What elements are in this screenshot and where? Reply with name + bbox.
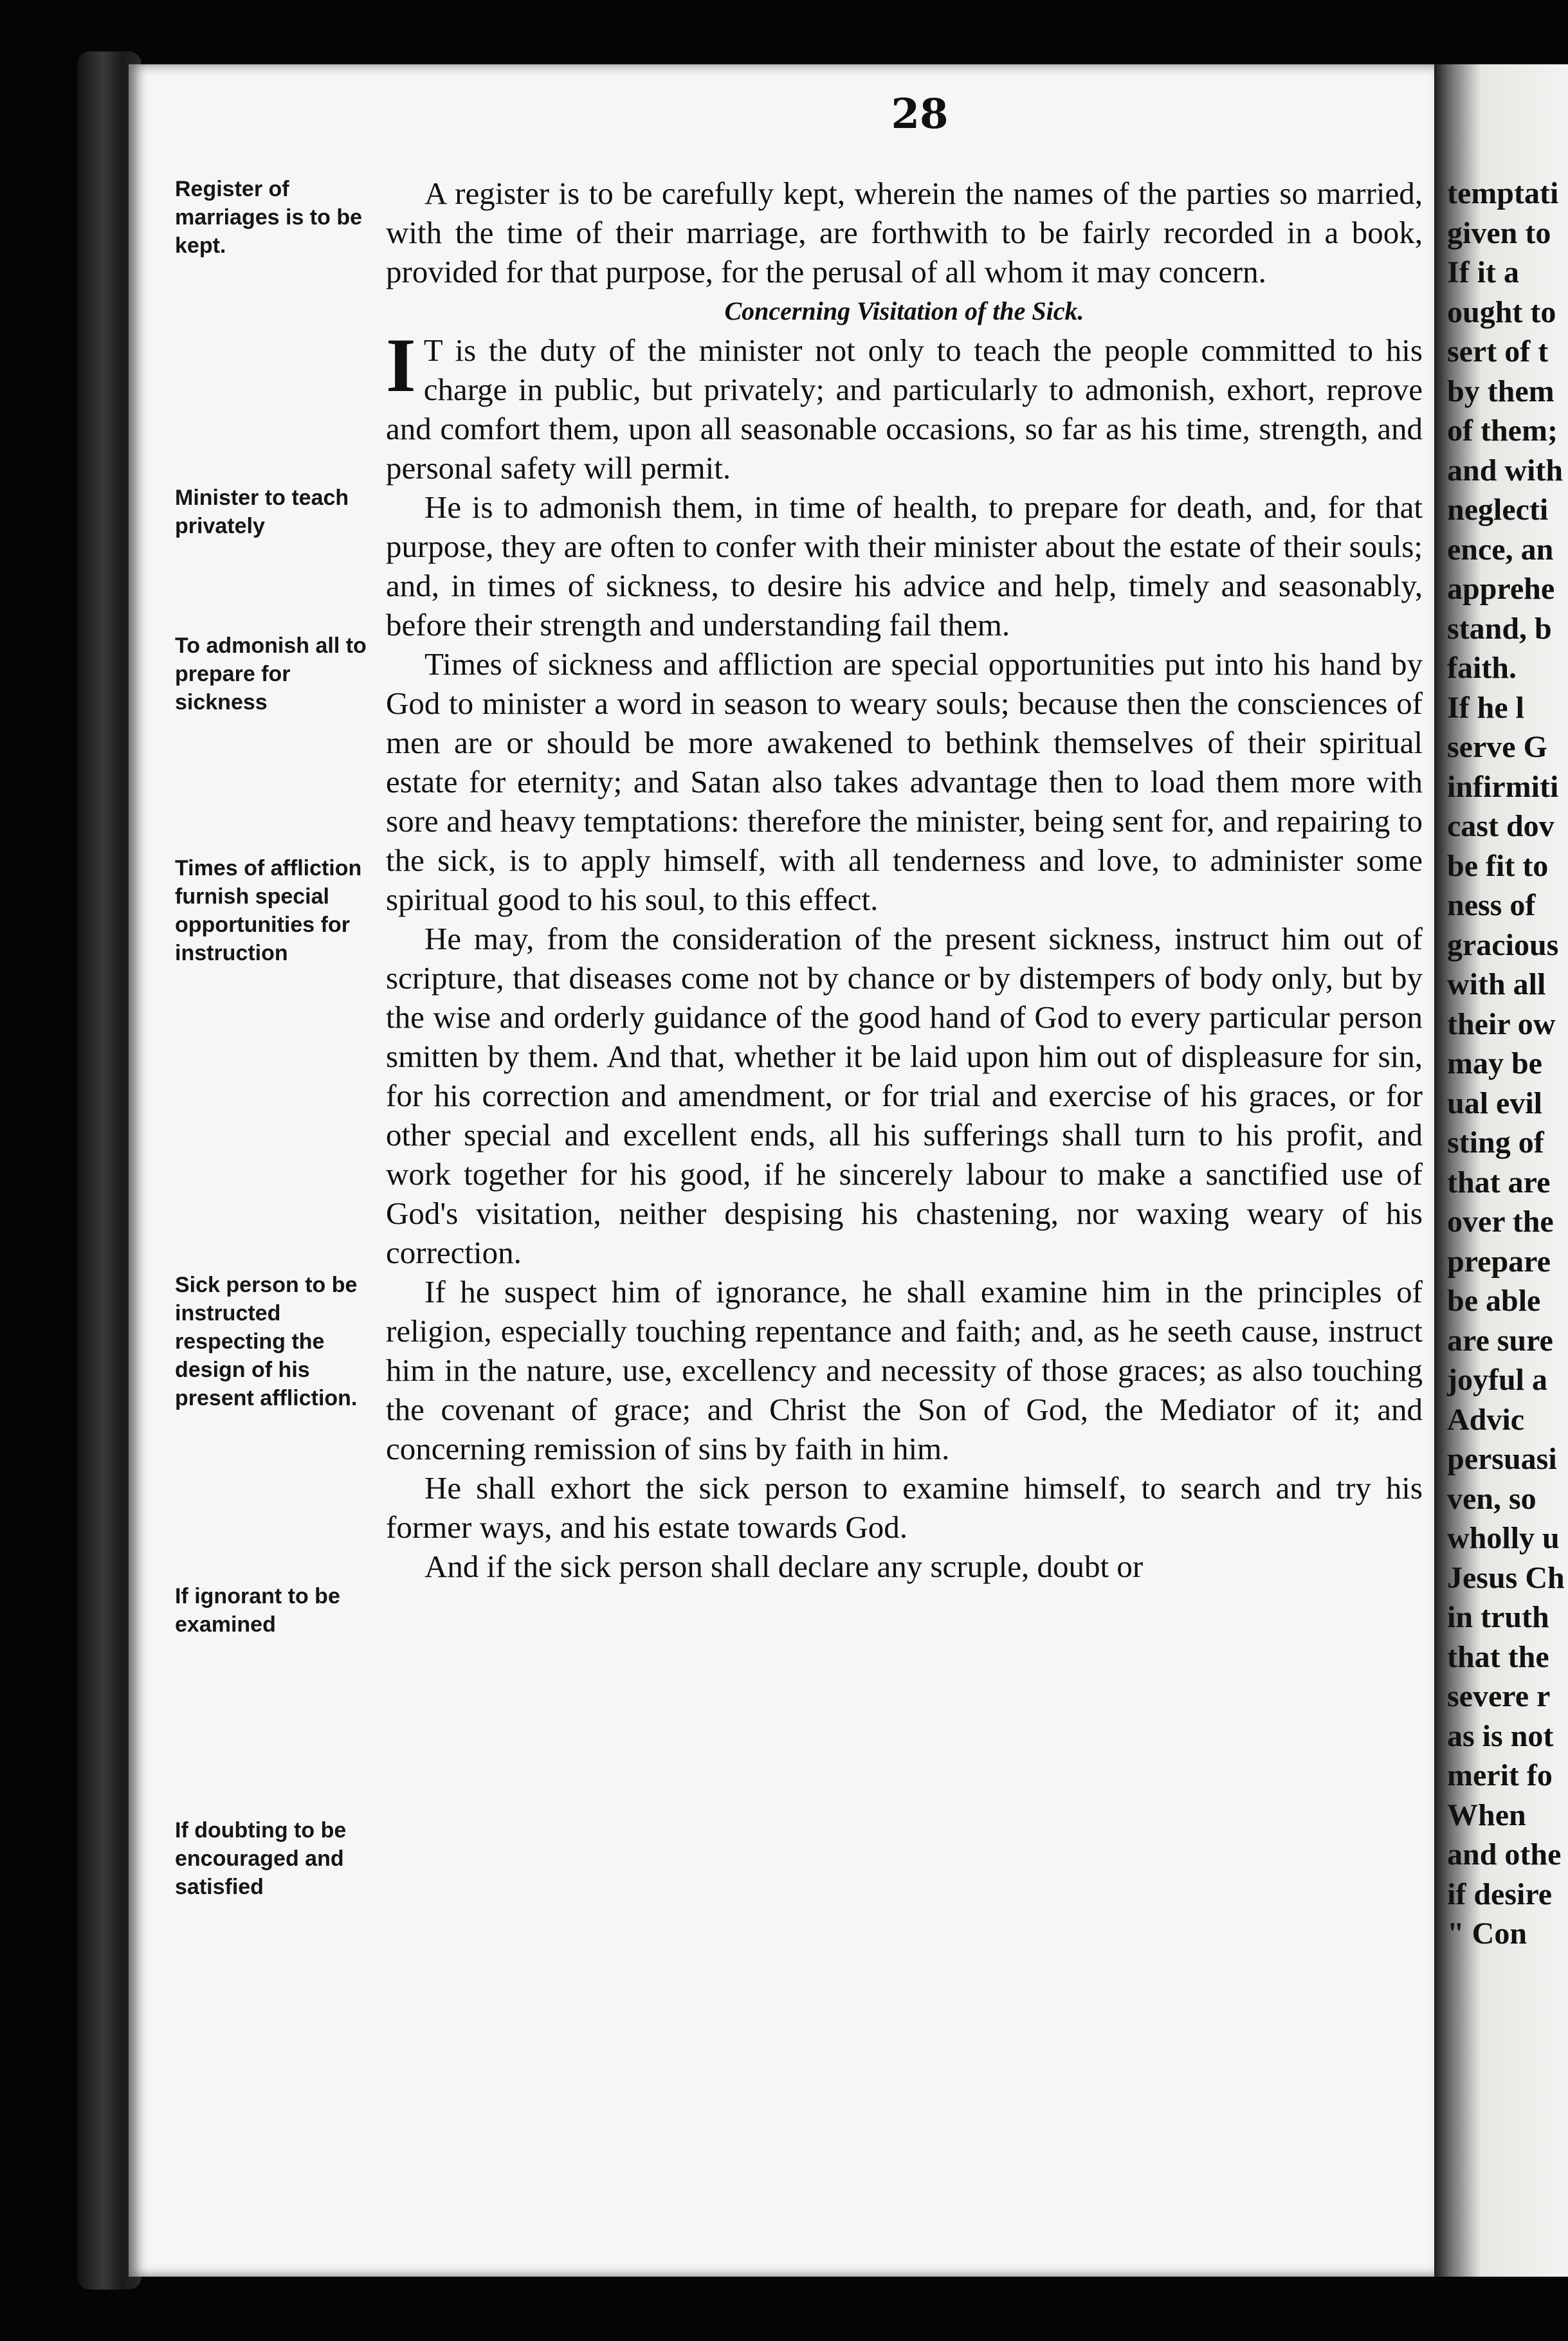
main-text-column	[386, 174, 1423, 1586]
paragraph-admonish: He is to admonish them, in time of health, to prepare for death, and, for that purpose, they are often to confer with their minister about the estate of their souls; and, in times of sickness, to desire his advice and help, timely and seasonably, before their strength and understanding fail them.	[386, 489, 1423, 642]
margin-note-register: Register of marriages is to be kept.	[175, 177, 363, 258]
page-number: 28	[891, 90, 949, 138]
margin-note-prepare-sickness: To admonish all to prepare for sickness	[175, 633, 367, 715]
margin-note-sick-instructed: Sick person to be instructed respecting the design of his present affliction.	[175, 1273, 358, 1410]
margin-note-teach-privately: Minister to teach privately	[175, 486, 349, 538]
paragraph-instruct: He may, from the consideration of the present sickness, instruct him out of scripture, that diseases come not by chance or by distempers of body only, but by the wise and orderly guidance of the good hand of God to every particular person smitten by them. And that, whether it be laid upon him out of displeasure for sin, for his correction and amendment, or for trial and exercise of his graces, or for other special and excellent ends, all his sufferings shall turn to his profit, and work together for his good, if he sincerely labour to make a sanctified use of God's visitation, neither despising his chastening, nor waxing weary of his correction.	[386, 921, 1423, 1270]
next-page-fragment: temptati given to If it a ought to sert of t by them of them; and with neglecti ence, an apprehe stand, b faith. If he l serve G infirmiti cast dov be fit to ness of gracious with all their ow may be ual evil sting of that are over the prepare be able are sure joyful a Advic persuasi ven, so wholly u Jesus Ch in truth that the severe r as is not merit fo When and othe if desire " Con	[1447, 176, 1565, 1951]
margin-note-affliction-opportunities: Times of affliction furnish special opportunities for instruction	[175, 856, 362, 965]
next-page-edge	[1434, 64, 1568, 2277]
paragraph-duty	[386, 322, 1423, 487]
margin-note-ignorant: If ignorant to be examined	[175, 1584, 340, 1637]
paragraph-duty-text: T is the duty of the minister not only to teach the people committed to his charge in public, but privately; and particularly to admonish, exhort, reprove and comfort them, upon all seasonable occasions, so far as his time, strength, and personal safety will permit.	[386, 332, 1423, 486]
paragraph-ignorance: If he suspect him of ignorance, he shall examine him in the principles of religion, especially touching repentance and faith; and, as he seeth cause, instruct him in the nature, use, excellency and necessity of those graces; as also touching the covenant of grace; and Christ the Son of God, the Mediator of it; and concerning remission of sins by faith in him.	[386, 1274, 1423, 1466]
paragraph-register: A register is to be carefully kept, wherein the names of the parties so married, with the time of their marriage, are forthwith to be fairly recorded in a book, provided for that purpose, for the perusal of all whom it may concern.	[386, 176, 1423, 289]
drop-cap: I	[386, 322, 416, 408]
paragraph-exhort: He shall exhort the sick person to examine himself, to search and try his former ways, and his estate towards God.	[386, 1470, 1423, 1545]
paragraph-times: Times of sickness and affliction are special opportunities put into his hand by God to minister a word in season to weary souls; because then the consciences of men are or should be more awakened to bethink themselves of their spiritual estate for eternity; and Satan also takes advantage then to load them more with sore and heavy temptations: therefore the minister, being sent for, and repairing to the sick, is to apply himself, with all tenderness and love, to administer some spiritual good to his soul, to this effect.	[386, 646, 1423, 917]
section-heading: Concerning Visitation of the Sick.	[724, 296, 1084, 325]
margin-note-doubting: If doubting to be encouraged and satisfied	[175, 1818, 347, 1899]
paragraph-scruple: And if the sick person shall declare any scruple, doubt or	[424, 1549, 1144, 1584]
